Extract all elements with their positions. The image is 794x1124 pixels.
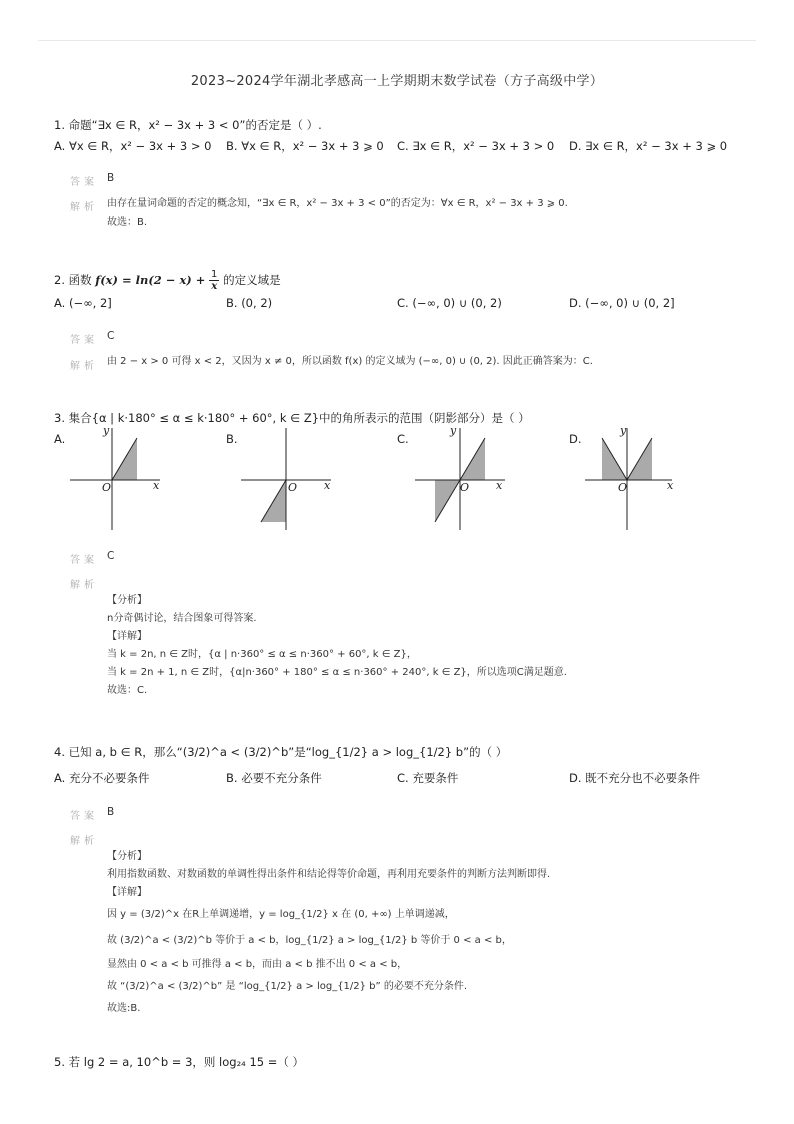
analysis-label: 解析 <box>70 836 98 847</box>
question-2-answer: C <box>107 330 115 342</box>
question-4-analysis-line: 显然由 0 < a < b 可推得 a < b，而由 a < b 推不出 0 < a < b， <box>107 959 408 970</box>
analysis-label: 解析 <box>70 202 98 213</box>
fraction-denominator: x <box>211 281 218 292</box>
x-axis-label: x <box>496 479 503 492</box>
question-4-analysis-line: 故 (3/2)^a < (3/2)^b 等价于 a < b，log_{1/2} a > log_{1/2} b 等价于 0 < a < b， <box>107 935 512 946</box>
question-2-fraction <box>209 269 219 292</box>
question-4-stem: 4. 已知 a, b ∈ R，那么“(3/2)^a < (3/2)^b”是“log_{1/2} a > log_{1/2} b”的（ ） <box>54 745 508 759</box>
answer-label: 答案 <box>70 177 98 188</box>
x-axis-label: x <box>324 479 331 492</box>
question-3-option-c[interactable]: C. <box>397 432 409 446</box>
question-4-option-b[interactable]: B. 必要不充分条件 <box>226 771 322 785</box>
x-axis-label: x <box>667 479 674 492</box>
analysis-heading: 【分析】 <box>107 595 147 606</box>
question-3-analysis-line: 当 k = 2n, n ∈ Z时，{α | n·360° ≤ α ≤ n·360° + 60°, k ∈ Z}， <box>107 649 417 660</box>
y-axis-label: y <box>450 424 457 437</box>
x-axis-label: x <box>153 479 160 492</box>
question-1-option-d[interactable]: D. ∃x ∈ R，x² − 3x + 3 ⩾ 0 <box>569 139 728 153</box>
detail-heading: 【详解】 <box>107 631 147 642</box>
option-d-graph[interactable] <box>580 420 690 532</box>
question-2-stem <box>54 269 281 292</box>
origin-label: O <box>288 481 298 494</box>
question-4-analysis-line: 利用指数函数、对数函数的单调性得出条件和结论得等价命题，再利用充要条件的判断方法判断即得. <box>107 869 551 880</box>
question-1-option-c[interactable]: C. ∃x ∈ R，x² − 3x + 3 > 0 <box>397 139 555 153</box>
question-4-option-d[interactable]: D. 既不充分也不必要条件 <box>569 771 701 785</box>
question-2-option-c[interactable]: C. (−∞, 0) ∪ (0, 2) <box>397 296 502 310</box>
question-3-analysis-line: n分奇偶讨论，结合图象可得答案. <box>107 613 257 624</box>
question-1-answer: B <box>107 172 115 184</box>
question-3-analysis-line: 故选：C. <box>107 685 148 696</box>
question-3-stem: 3. 集合{α | k·180° ≤ α ≤ k·180° + 60°, k ∈ Z}中的角所表示的范围（阴影部分）是（ ） <box>54 411 530 425</box>
answer-label: 答案 <box>70 335 98 346</box>
analysis-label: 解析 <box>70 580 98 591</box>
question-1-option-b[interactable]: B. ∀x ∈ R，x² − 3x + 3 ⩾ 0 <box>226 139 384 153</box>
detail-heading: 【详解】 <box>107 887 147 898</box>
top-divider <box>38 40 756 41</box>
question-3-option-d[interactable]: D. <box>569 432 582 446</box>
question-2-stem-prefix: 2. 函数 <box>54 273 92 287</box>
question-2-option-a[interactable]: A. (−∞, 2] <box>54 296 112 310</box>
question-1-analysis-line: 故选：B. <box>107 217 148 228</box>
question-1-option-a[interactable]: A. ∀x ∈ R，x² − 3x + 3 > 0 <box>54 139 212 153</box>
question-4-analysis-line: 故选:B. <box>107 1003 141 1014</box>
question-2-option-d[interactable]: D. (−∞, 0) ∪ (0, 2] <box>569 296 675 310</box>
question-4-analysis-line: 因 y = (3/2)^x 在R上单调递增，y = log_{1/2} x 在 (0, +∞) 上单调递减， <box>107 909 455 920</box>
question-2-stem-suffix: 的定义域是 <box>223 273 281 287</box>
question-3-option-b[interactable]: B. <box>226 432 238 446</box>
y-axis-label: y <box>620 424 627 437</box>
answer-label: 答案 <box>70 555 98 566</box>
origin-label: O <box>460 481 470 494</box>
question-2-option-b[interactable]: B. (0, 2) <box>226 296 273 310</box>
question-3-answer: C <box>107 550 115 562</box>
page-title: 2023~2024学年湖北孝感高一上学期期末数学试卷（方子高级中学） <box>190 74 604 89</box>
question-4-answer: B <box>107 806 115 818</box>
question-1-stem: 1. 命题“∃x ∈ R，x² − 3x + 3 < 0”的否定是（ ）. <box>54 118 322 132</box>
y-axis-label: y <box>103 424 110 437</box>
question-2-analysis: 由 2 − x > 0 可得 x < 2，又因为 x ≠ 0，所以函数 f(x) 的定义域为 (−∞, 0) ∪ (0, 2). 因此正确答案为：C. <box>107 356 593 367</box>
option-b-graph[interactable] <box>236 420 346 532</box>
analysis-label: 解析 <box>70 361 98 372</box>
question-4-option-c[interactable]: C. 充要条件 <box>397 771 459 785</box>
answer-label: 答案 <box>70 811 98 822</box>
analysis-heading: 【分析】 <box>107 851 147 862</box>
question-1-analysis-line: 由存在量词命题的否定的概念知，“∃x ∈ R，x² − 3x + 3 < 0”的否定为：∀x ∈ R，x² − 3x + 3 ⩾ 0. <box>107 198 568 209</box>
question-2-function: f(x) = ln(2 − x) + <box>95 273 206 287</box>
origin-label: O <box>618 481 628 494</box>
option-c-graph[interactable] <box>410 420 520 532</box>
fraction-numerator: 1 <box>211 269 218 280</box>
origin-label: O <box>102 481 112 494</box>
question-3-option-a[interactable]: A. <box>54 432 66 446</box>
option-a-graph[interactable] <box>62 420 172 532</box>
question-5-stem: 5. 若 lg 2 = a, 10^b = 3，则 log₂₄ 15 =（ ） <box>54 1055 305 1069</box>
question-3-analysis-line: 当 k = 2n + 1, n ∈ Z时，{α|n·360° + 180° ≤ α ≤ n·360° + 240°, k ∈ Z}，所以选项C满足题意. <box>107 667 567 678</box>
question-4-analysis-line: 故 “(3/2)^a < (3/2)^b” 是 “log_{1/2} a > log_{1/2} b” 的必要不充分条件. <box>107 981 468 992</box>
question-4-option-a[interactable]: A. 充分不必要条件 <box>54 771 150 785</box>
